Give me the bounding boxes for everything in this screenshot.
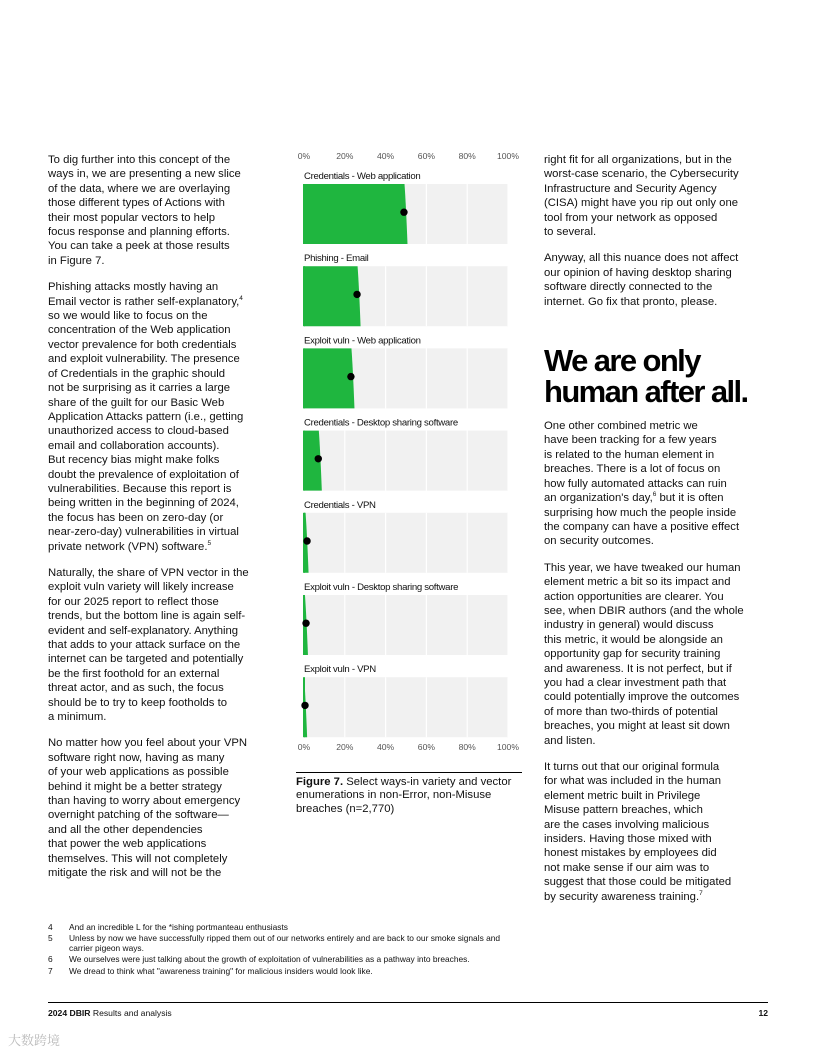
body-text: Phishing attacks mostly having an Email vector is rather self-explanatory, xyxy=(48,281,240,308)
footnote-number: 7 xyxy=(48,965,53,976)
point-estimate xyxy=(400,209,407,216)
chart-svg xyxy=(294,150,524,760)
left-column xyxy=(48,153,276,893)
footnote-text: And an incredible L for the *ishing portmanteau enthusiasts xyxy=(69,922,288,932)
point-estimate xyxy=(315,455,322,462)
body-paragraph: right fit for all organizations, but in the worst-case scenario, the Cybersecurity Infrastructure and Security Agency (CISA) might have you rip out only one tool from your network as opposed to several. xyxy=(544,154,739,239)
footnote-ref: 7 xyxy=(699,889,703,897)
body-text: so we would like to focus on the concentration of the Web application vector prevalence for both credentials and exploit vulnerability. The presence of Credentials in the graphic should not be surprising as it carries a large share of the guilt for our Basic Web Application Attacks pattern (i.e., getting unauthorized access to cloud-based email and collaboration accounts). But recency bias might make folks doubt the prevalence of exploitation of vulnerabilities. Because this report is being written in the beginning of 2024, the focus has been on zero-day (or near-zero-day) vulnerabilities in virtual private network (VPN) software. xyxy=(48,310,244,553)
x-tick-label-bottom: 80% xyxy=(458,742,476,752)
body-paragraph: To dig further into this concept of the ways in, we are presenting a new slice of the data, where we are overlaying those different types of Actions with their most popular vectors to help focus response and planning efforts. You can take a peek at those results in Figure 7. xyxy=(48,154,241,267)
body-paragraph: No matter how you feel about your VPN software right now, having as many of your web applications as possible behind it might be a better strategy than having to worry about emergency overnight patching of the software— and all the other dependencies that power the web applications themselves. This will not completely mitigate the risk and will not be the xyxy=(48,737,248,880)
footnote-ref: 6 xyxy=(652,491,657,499)
x-tick-label-top: 0% xyxy=(297,151,311,161)
panel-background xyxy=(304,431,508,491)
figure-caption-text: Select ways-in variety and vector enumerations in non-Error, non-Misuse breaches (n=2,770) xyxy=(296,776,512,815)
x-tick-label-top: 100% xyxy=(497,151,519,161)
x-tick-label-bottom: 100% xyxy=(497,742,519,752)
panel-label: Credentials - Desktop sharing software xyxy=(304,417,458,429)
footnote-text: Unless by now we have successfully ripped them out of our networks entirely and are back to our smoke signals and carrier pigeon ways. xyxy=(69,933,501,953)
point-estimate xyxy=(301,702,308,709)
right-column xyxy=(544,153,772,916)
footnote-ref: 5 xyxy=(207,539,212,547)
panel-label: Exploit vuln - VPN xyxy=(304,664,376,676)
footer-rule xyxy=(48,1002,768,1003)
footer-section: Results and analysis xyxy=(90,1008,172,1018)
x-tick-label-bottom: 60% xyxy=(417,742,436,752)
footnote xyxy=(48,967,518,976)
x-tick-label-top: 20% xyxy=(336,151,354,161)
body-text: but it is often surprising how much the people inside the company can have a positive effect on security outcomes. xyxy=(544,492,740,548)
body-paragraph: Naturally, the share of VPN vector in the exploit vuln variety will likely increase for our 2025 report to reflect those trends, but the bottom line is again self- evident and self-explanatory. Anything that adds to your attack surface on the internet can be targeted and potentially be the first foothold for an external threat actor, and as such, the focus should be to try to keep footholds to a minimum. xyxy=(48,566,249,724)
footer-report-name: 2024 DBIR xyxy=(48,1008,91,1018)
footnote xyxy=(48,955,518,964)
point-estimate xyxy=(302,620,309,627)
x-tick-label-bottom: 0% xyxy=(297,742,311,752)
section-headline: We are only human after all. xyxy=(544,343,748,410)
figure-caption xyxy=(296,772,522,816)
body-text: One other combined metric we have been tracking for a few years is related to the human element in breaches. There is a lot of focus on how fully automated attacks can ruin an organization's day, xyxy=(544,420,727,505)
panel-label: Phishing - Email xyxy=(304,253,369,265)
figure-7-chart xyxy=(294,150,524,760)
footnote xyxy=(48,923,518,932)
body-paragraph xyxy=(544,760,772,904)
point-estimate xyxy=(303,537,310,544)
footnote-ref: 4 xyxy=(239,294,243,302)
panel-label: Credentials - Web application xyxy=(304,171,421,182)
footnote-number: 5 xyxy=(48,933,53,944)
figure-label: Figure 7. xyxy=(296,776,344,788)
footnote-number: 4 xyxy=(48,922,53,932)
page-number: 12 xyxy=(758,1008,768,1018)
panel-label: Exploit vuln - Web application xyxy=(304,335,421,347)
x-tick-label-top: 40% xyxy=(376,151,395,161)
body-paragraph: This year, we have tweaked our human element metric a bit so its impact and action opportunities are clearer. You see, when DBIR authors (and the whole industry in general) would discuss this metric, it would be alongside an opportunity gap for security training and awareness. It is not perfect, but if you had a clear investment path that could potentially improve the outcomes of more than two-thirds of potential breaches, you might at least sit down and listen. xyxy=(544,561,744,747)
body-paragraph xyxy=(544,419,772,549)
footer-report-title xyxy=(48,1008,172,1018)
x-tick-label-bottom: 20% xyxy=(336,742,354,752)
footnotes xyxy=(48,923,518,978)
distribution-slab xyxy=(304,184,408,244)
distribution-slab xyxy=(304,266,361,326)
panel-label: Credentials - VPN xyxy=(304,499,376,511)
body-paragraph: Anyway, all this nuance does not affect our opinion of having desktop sharing software directly connected to the internet. Go fix that pronto, please. xyxy=(544,252,739,308)
panel-label: Exploit vuln - Desktop sharing software xyxy=(304,582,459,593)
footnote-number: 6 xyxy=(48,954,53,965)
x-tick-label-top: 80% xyxy=(458,151,476,161)
panel-background xyxy=(304,677,508,737)
panel-background xyxy=(304,595,508,655)
body-text: It turns out that our original formula for what was included in the human element metric built in Privilege Misuse pattern breaches, which are the cases involving malicious insiders. Having those mixed with honest mistakes by employees did not make sense if our aim was to suggest that those could be mitigated by security awareness training. xyxy=(544,761,732,903)
watermark: 大数跨境 xyxy=(8,1033,61,1048)
x-tick-label-bottom: 40% xyxy=(376,742,395,752)
footnote-text: We ourselves were just talking about the growth of exploitation of vulnerabilities as a pathway into breaches. xyxy=(69,954,470,965)
panel-background xyxy=(304,513,508,573)
body-paragraph xyxy=(48,280,276,554)
point-estimate xyxy=(353,291,360,298)
x-tick-label-top: 60% xyxy=(417,151,436,161)
point-estimate xyxy=(347,373,354,380)
footnote-text: We dread to think what "awareness training" for malicious insiders would look like. xyxy=(69,965,373,976)
footnote xyxy=(48,934,518,953)
distribution-slab xyxy=(304,348,354,408)
